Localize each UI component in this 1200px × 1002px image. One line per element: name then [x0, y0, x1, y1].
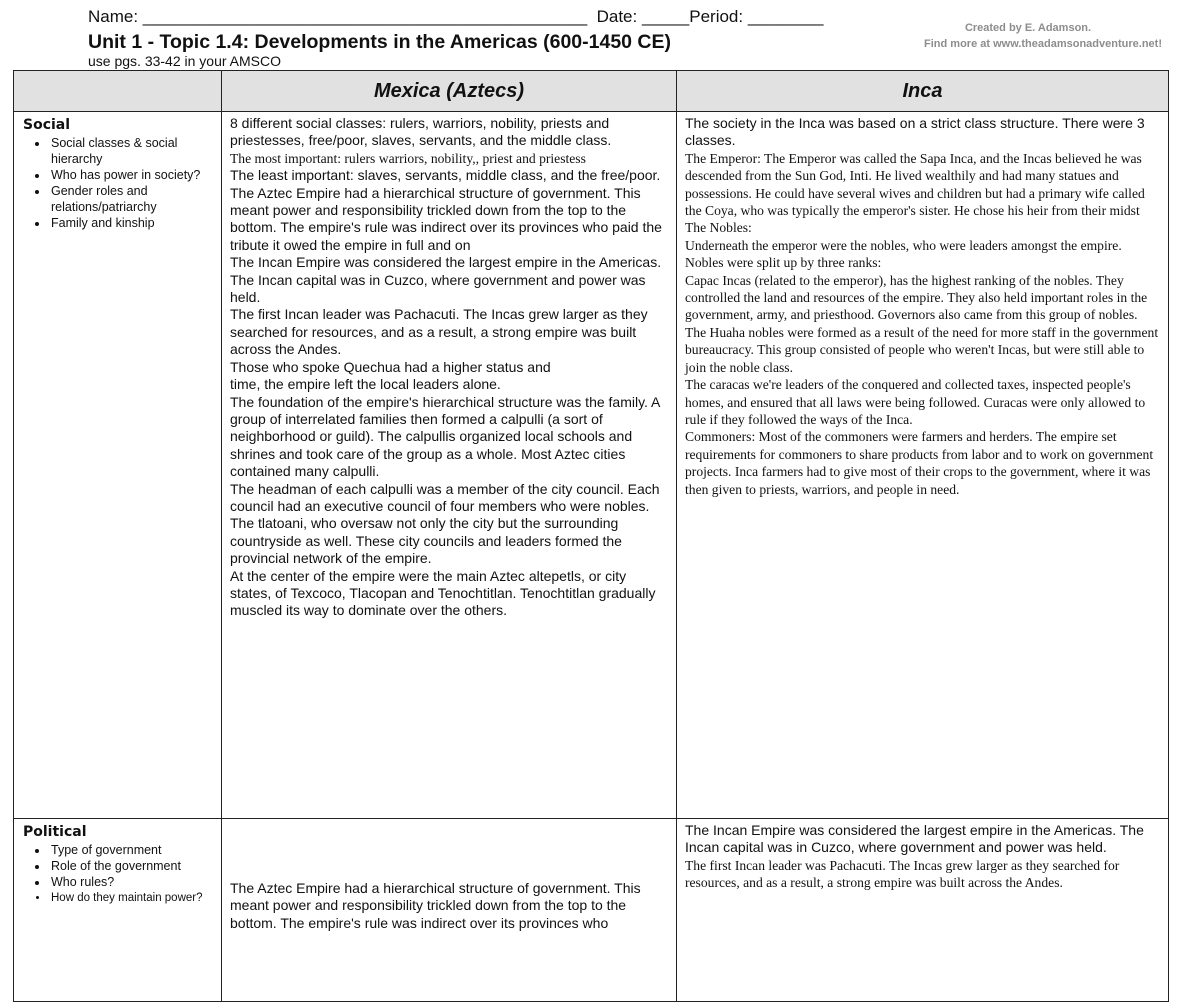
political-bullet: • Type of government — [49, 842, 215, 858]
political-label-cell — [14, 819, 222, 1002]
political-bullets — [23, 842, 215, 906]
aztec-social-paragraph: The first Incan leader was Pachacuti. The Incas grew larger as they searched for resources, and as a result, a strong empire was built across the Andes. — [230, 306, 648, 358]
inca-social-paragraph: Commoners: Most of the commoners were farmers and herders. The empire set requirements for commoners to share products from labor and to work on government projects. Inca farmers had to give most of their crops to the government, where it was then given to priests, warriors, and people in need. — [685, 429, 1154, 497]
social-bullet: • Who has power in society? — [49, 167, 215, 183]
aztec-social-paragraph: The foundation of the empire's hierarchical structure was the family. A group of interrelated families then formed a calpulli (a sort of neighborhood or guild). The calpullis organized local schools and shrines and took care of the group as a whole. Most Aztec cities contained many calpulli. — [230, 393, 660, 480]
header-aztec: Mexica (Aztecs) — [222, 71, 677, 112]
name-date-period-line: Name: _______________________________________________ Date: _____Period: ________ — [88, 7, 824, 26]
inca-social-paragraph: The Emperor: The Emperor was called the Sapa Inca, and the Incas believed he was descended from the Sun God, Inti. He lived wealthily and had many statues and possessions. He could have several wives and children but had a primary wife called the Coya, who was typically the emperor's sister. He chose his heir from their midst — [685, 150, 1145, 219]
aztec-social-paragraph: time, the empire left the local leaders alone. — [230, 376, 501, 393]
notes-table — [13, 70, 1169, 1002]
political-bullet: • Who rules? — [49, 874, 215, 890]
aztec-social-paragraph: The least important: slaves, servants, middle class, and the free/poor. — [230, 167, 661, 184]
credit-author: Created by E. Adamson. — [964, 22, 1092, 34]
inca-social-paragraph: Underneath the emperor were the nobles, who were leaders amongst the empire. Nobles were split up by three ranks: — [685, 237, 1122, 271]
political-title: Political — [23, 824, 87, 840]
aztec-political-paragraph: The Aztec Empire had a hierarchical structure of government. This meant power and responsibility trickled down from the top to the bottom. The empire's rule was indirect over its provinces who — [230, 880, 641, 931]
credit-block — [878, 20, 1178, 52]
political-bullet: • How do they maintain power? — [49, 890, 215, 906]
inca-social-intro: The society in the Inca was based on a strict class structure. There were 3 classes. — [685, 115, 1145, 149]
header-inca: Inca — [677, 71, 1169, 112]
aztec-social-paragraph: The most important: rulers warriors, nobility,, priest and priestess — [230, 150, 586, 166]
aztec-social-paragraph: The Incan Empire was considered the largest empire in the Americas. The Incan capital was in Cuzco, where government and power was held. — [230, 254, 662, 306]
inca-social-paragraph: The caracas we're leaders of the conquered and collected taxes, inspected people's homes, and ensured that all laws were being followed. Curacas were only allowed to rule if they followed the ways of the Inca. — [685, 377, 1146, 427]
inca-political-intro: The Incan Empire was considered the largest empire in the Americas. The Incan capital was in Cuzco, where government and power was held. — [685, 822, 1144, 856]
header-blank-cell — [14, 71, 222, 112]
political-bullet: • Role of the government — [49, 858, 215, 874]
social-bullet: • Family and kinship — [49, 215, 215, 231]
social-bullets — [23, 135, 215, 231]
aztec-social-paragraph: 8 different social classes: rulers, warriors, nobility, priests and priestesses, free/poor, slaves, servants, and the middle class. — [230, 115, 612, 149]
political-row — [14, 819, 1169, 1002]
aztec-social-paragraph: Those who spoke Quechua had a higher status and — [230, 358, 551, 375]
inca-social-paragraph: The Nobles: — [685, 220, 752, 236]
social-bullet: • Social classes & social hierarchy — [49, 135, 215, 167]
page-subtitle: use pgs. 33-42 in your AMSCO — [88, 53, 281, 69]
inca-social-paragraph: The Huaha nobles were formed as a result of the need for more staff in the government bureaucracy. This group consisted of people who weren't Incas, but were still able to join the noble class. — [685, 324, 1159, 375]
table-header-row — [14, 71, 1169, 112]
inca-political-cell[interactable] — [677, 819, 1169, 1002]
credit-website: Find more at www.theadamsonadventure.net! — [924, 38, 1162, 50]
social-bullet: • Gender roles and relations/patriarchy — [49, 183, 215, 215]
page-title: Unit 1 - Topic 1.4: Developments in the Americas (600-1450 CE) — [88, 31, 672, 53]
inca-political-paragraph: The first Incan leader was Pachacuti. The Incas grew larger as they searched for resources, and as a result, a strong empire was built across the Andes. — [685, 857, 1120, 891]
inca-social-cell[interactable] — [677, 112, 1169, 819]
aztec-social-paragraph: At the center of the empire were the main Aztec altepetls, or city states, of Texcoco, Tlacopan and Tenochtitlan. Tenochtitlan gradually muscled its way to dominate over the others. — [230, 567, 656, 619]
social-label-cell — [14, 112, 222, 819]
aztec-social-paragraph: The Aztec Empire had a hierarchical structure of government. This meant power and responsibility trickled down from the top to the bottom. The empire's rule was indirect over its provinces who paid the tribute it owed the empire in full and on — [230, 184, 662, 253]
aztec-social-paragraph: The headman of each calpulli was a member of the city council. Each council had an executive council of four members who were nobles. — [230, 480, 660, 514]
aztec-social-cell[interactable] — [222, 112, 677, 819]
social-row — [14, 112, 1169, 819]
inca-social-paragraph: Capac Incas (related to the emperor), has the highest ranking of the nobles. They controlled the land and resources of the empire. They also held important roles in the government, army, and priesthood. Governors also came from this group of nobles. — [685, 272, 1148, 323]
aztec-social-paragraph: The tlatoani, who oversaw not only the city but the surrounding countryside as well. These city councils and leaders formed the provincial network of the empire. — [230, 515, 622, 567]
aztec-political-cell[interactable] — [222, 819, 677, 1002]
social-title: Social — [23, 117, 71, 133]
